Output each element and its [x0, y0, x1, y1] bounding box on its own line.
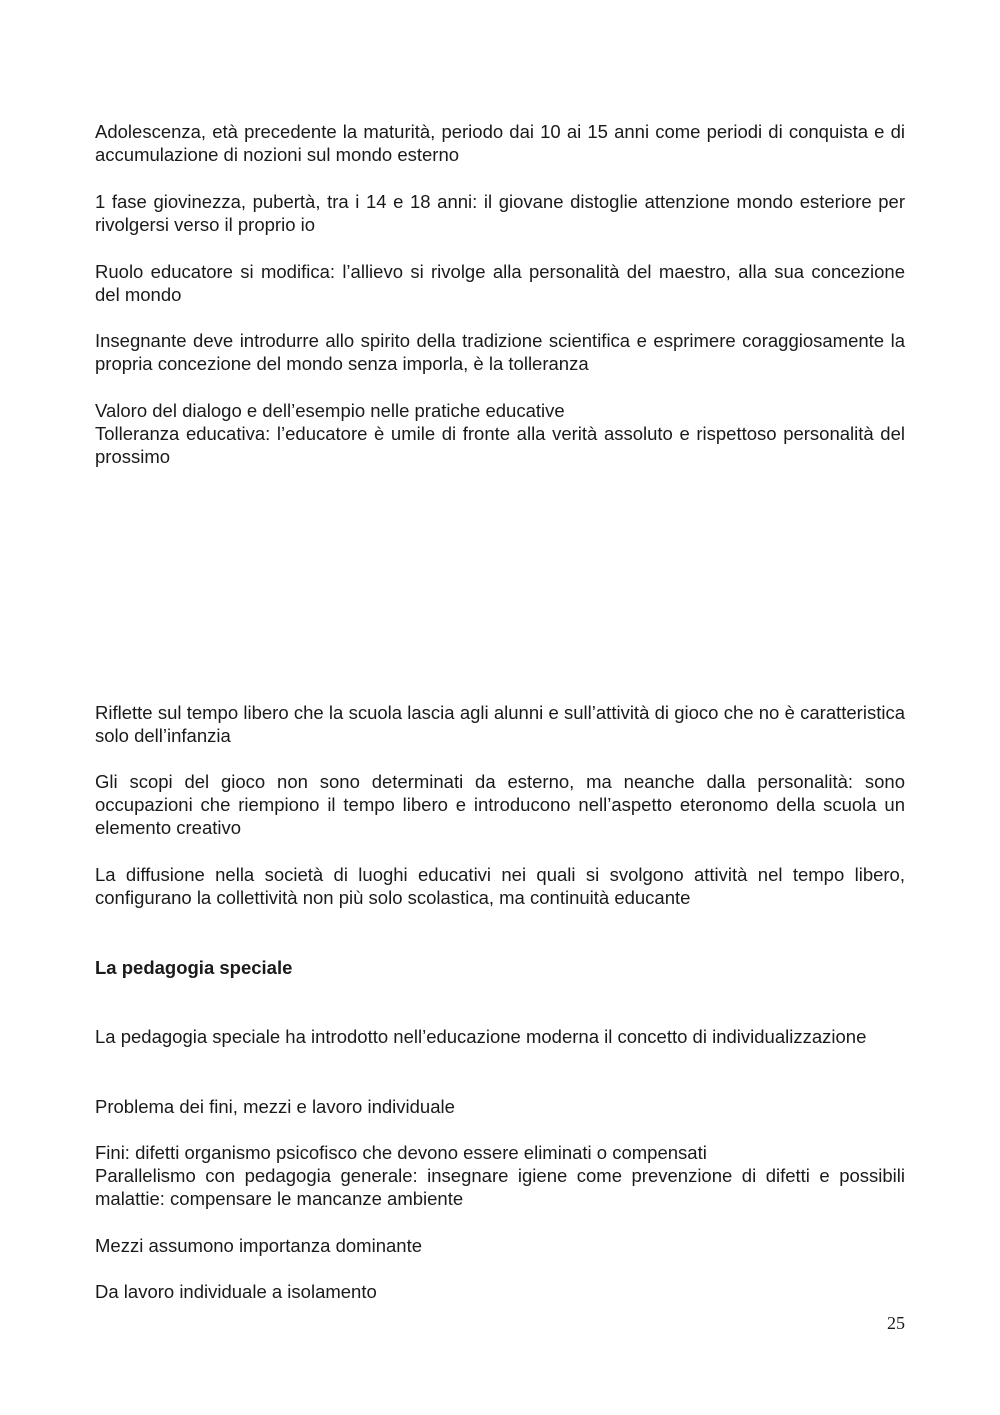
paragraph-mezzi: Mezzi assumono importanza dominante	[95, 1235, 422, 1256]
section-heading: La pedagogia speciale	[95, 957, 293, 978]
paragraph-pedagogia-speciale: La pedagogia speciale ha introdotto nell’educazione moderna il concetto di individualizzazione	[95, 1026, 867, 1047]
paragraph-insegnante: Insegnante deve introdurre allo spirito della tradizione scientifica e esprimere coraggiosamente la propria concezione del mondo senza imporla, è la tolleranza	[95, 330, 905, 374]
paragraph-diffusione: La diffusione nella società di luoghi educativi nei quali si svolgono attività nel tempo libero, configurano la collettività non più solo scolastica, ma continuità educante	[95, 864, 905, 908]
paragraph-tolleranza: Tolleranza educativa: l’educatore è umile di fronte alla verità assoluto e rispettoso personalità del prossimo	[95, 423, 905, 467]
paragraph-tempo-libero: Riflette sul tempo libero che la scuola lascia agli alunni e sull’attività di gioco che no è caratteristica solo dell’infanzia	[95, 702, 905, 746]
paragraph-problema-fini: Problema dei fini, mezzi e lavoro individuale	[95, 1096, 455, 1117]
paragraph-scopi-gioco: Gli scopi del gioco non sono determinati da esterno, ma neanche dalla personalità: sono occupazioni che riempiono il tempo libero e introducono nell’aspetto eteronomo della scuola un elemento creativo	[95, 771, 905, 838]
page-number: 25	[887, 1313, 905, 1333]
paragraph-lavoro-individuale: Da lavoro individuale a isolamento	[95, 1281, 377, 1302]
paragraph-ruolo-educatore: Ruolo educatore si modifica: l’allievo si rivolge alla personalità del maestro, alla sua concezione del mondo	[95, 261, 905, 305]
paragraph-giovinezza: 1 fase giovinezza, pubertà, tra i 14 e 18 anni: il giovane distoglie attenzione mondo esteriore per rivolgersi verso il proprio io	[95, 191, 905, 235]
paragraph-adolescenza: Adolescenza, età precedente la maturità, periodo dai 10 ai 15 anni come periodi di conquista e di accumulazione di nozioni sul mondo esterno	[95, 121, 905, 165]
paragraph-parallelismo: Parallelismo con pedagogia generale: insegnare igiene come prevenzione di difetti e possibili malattie: compensare le mancanze ambiente	[95, 1165, 905, 1209]
paragraph-fini: Fini: difetti organismo psicofisco che devono essere eliminati o compensati	[95, 1142, 707, 1163]
paragraph-valoro-dialogo: Valoro del dialogo e dell’esempio nelle pratiche educative	[95, 400, 565, 421]
